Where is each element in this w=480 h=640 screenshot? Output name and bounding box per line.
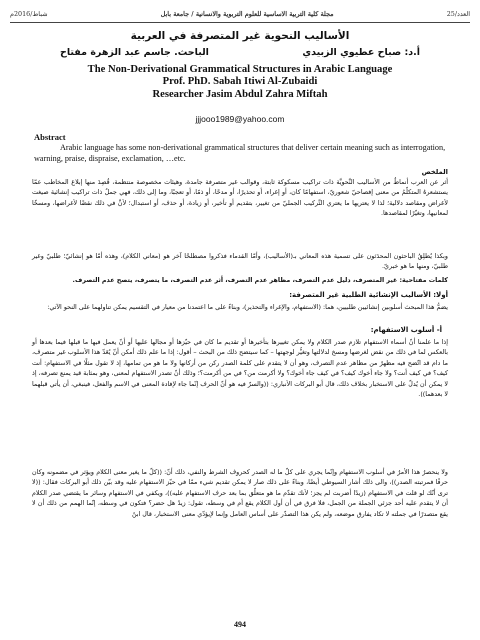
paragraph-3: يضمُّ هذا المبحث أسلوبين إنشائيين طلبيين، هما: (الاستفهام، والإغراء والتحذير)، وبناءً على ما اعتمدنا من معيار في التقسيم يمكن تناولهما على النحو الآتي: [47,304,448,311]
english-title-block [0,64,480,101]
page-number: 494 [234,620,246,629]
english-author-1: Prof. PhD. Sabah Itiwi Al-Zubaidi [162,76,318,88]
header-date: شباط/2016م [10,10,48,18]
paragraph-1: أثر عن العرب أنماطٌ من الأساليب النَّحويَّة ذات تراكيب مسكوكة ثابتة، وقوالب غير متصرفة جامدة، وهيئات مخصوصة منتظمة، قُصِدَ منها إبلاغ المخاطب عمّا يستشعرهُ المتكلّمُ من معنى إفصاحيّ شعوريّ، استفهامًا كان، أو إغراء، أو تحذيرًا، أو مدحًا، أو ذمًا، أو تعجبًا، وما إلى ذلك، فهي جملٌ ذات تراكيب إنشائية صيغت لأغراض ومقاصد دلالية؛ لذا لا يعتريها ما يعتري التَّركيب الجمليّ من تغيير، بتقديم أو تأخير، أو زيادة، أو حذف، أو استبدال؛ لأنَّ في ذلك نقضًا لأغراضها، ومسخًا لمعانيها، وتغيّرًا لمقاصدها. [32,179,448,218]
arabic-authors [60,47,420,58]
header-issue: العدد/25 [446,10,470,18]
abstract-text: Arabic language has some non-derivational grammatical structures that deliver certain meaning such as interrogation, warning, praise, dispraise, exclamation, …etc. [34,143,446,163]
paragraph-2: وبكذا يُطلِقُ الباحثون المحدَثون على تسمية هذه المعاني بـ(الأساليب)، وأمّا القدماء فذكروا مصطلحًا آخر هو (معاني الكلام)، وهذه أمّا هو إنشائيّ؛ طلبيّ وغير طلبيّ، ومنها ما هو خبريّ. [32,253,448,271]
arabic-author-first: أ.د: صباح عطيوي الزبيدي [302,47,420,58]
english-title: The Non-Derivational Grammatical Structures in Arabic Language [87,64,393,75]
arabic-author-second: الباحث. جاسم عبد الزهرة مفتاح [60,47,209,58]
keywords: كلمات مفتاحية: غير المتصرف، دليل عدم التصرف، مظاهر عدم التصرف، أثر عدم التصرف، ما يتصرف، يتصح عدم التصرف. [72,277,448,284]
section-heading-1: أولا: الأساليب الإنشائية الطلبية غير المتصرفة: [289,291,448,299]
author-email: jjjooo1989@yahoo.com [195,114,285,124]
paragraph-5: ولا ينحصرُ هذا الأمرُ في أسلوب الاستفهام وإنّما يجري على كلّ ما له الصدر كحروف الشرط والنفي، ذلك أنّ: ((كلّ ما يغير معنى الكلام ويؤثر في مضمونه وكان حرفًا فمرتبته الصدر))، والى ذلك أشار السيوطي أيضًا، وبناءً على ذلك صار لا يمكن تقديم شيء ممّا في حيّز الاستفهام عليه وقد بيّن ذلك أبو البركات فقال: ((لا ترى أنّك لو قلت في الاستفهام (زيدًا أضربت لم يجز؛ لأنك تقدّم ما هو متعلّق بما بعد حرف الاستفهام عليه))، ويكفي في الاستفهام وسائر ما يقتضي صدر الكلام أن لا يتقدم عليه أحد جزئي الجملة من الجمل، فلا فرق في أن أول الكلام يقع أم في وسطه، تقول: زيدٌ هل حضر؟ فتكون في وسطه، إنّما الهمم من ذلك أن لا يقع متصدرًا في جملته لا تكاد يفارق موضعه، ولم يكن هذا التصدّر على أساس العامل وإنما لإيؤدّي معنى الاستخبار، قال ابنُ [32,469,448,518]
summary-heading: الملخص [421,168,448,176]
english-author-2: Researcher Jasim Abdul Zahra Miftah [152,88,328,100]
section-heading-2: أ- أسلوب الاستفهام: [370,326,442,334]
paragraph-4: إذا ما علمنا أنّ أسماء الاستفهام تلازم صدر الكلام ولا يمكن تغييرها بتأخيرها أو تقديم ما كان في حيّزها أو مجالها عليها أو أنّ يعمل فيها ما قبلها فيما بعدها أو بالعكس لما في ذلك من نقض لغرضها ومسخ لدلالتها وتغيُّر لوجهتها – كما سيتضح ذلك من البحث – أقول: إذا ما علم ذلك أمكن أنّ يُعَدّ هذا الأسلوب غير متصرف، ما دام قد اتّضح فيه مظهرٌ من مظاهر عدم التصرف، وهو أن لا يتقدم على كلمة الصدر ركن من أركانها ولا ما هو من تمامها، إذ لا تقول مثلًا في الاستفهام: أنت كيف؟ في كيف أنت؟ ولا جاء أخوك كيف؟ في كيف جاء أخوك؟ ولا أكرمت من؟ في من أكرمت؟؛ وذلك أنّ تصدر الاستفهام لمعنى، وهو بمثابة قيد يمنع تصرفه، إذ لا يمكن أن يُدلّ على الاستخبار بخلاف ذلك، قال أبو البركات الأنباري: ((والسرّ فيه هو أنّ الحرف إنّما جاء لإفادة المعنى في الاسم والفعل، فينبغي، أن يأتي قبلهما لا بعدهما)). [32,339,448,399]
header-journal: مجلة كلية التربية الاساسية للعلوم التربوية والانسانية / جامعة بابل [160,10,334,18]
abstract-heading: Abstract [34,132,66,142]
arabic-title: الأساليب النحوية غير المتصرفة في العربية [130,30,350,42]
page-header [10,6,470,23]
